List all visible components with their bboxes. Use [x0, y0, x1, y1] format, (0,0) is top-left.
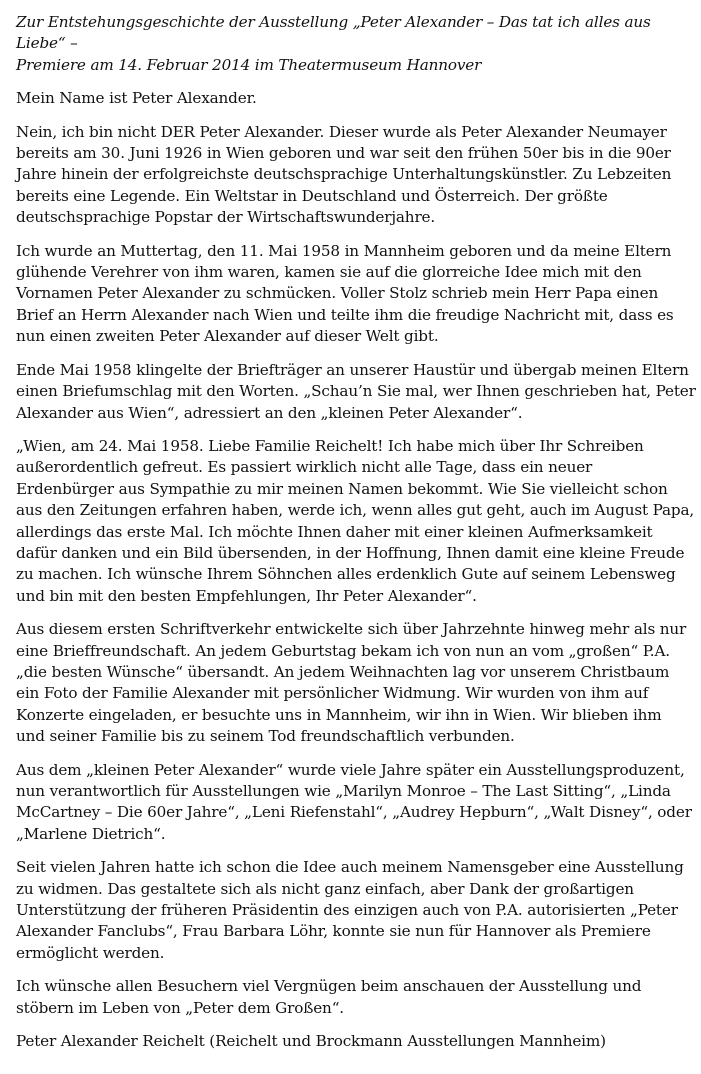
paragraph-line: nun verantwortlich für Ausstellungen wie „Marilyn Monroe – The Last Sitting“, „Linda [16, 782, 671, 800]
paragraph-line: McCartney – Die 60er Jahre“, „Leni Riefenstahl“, „Audrey Hepburn“, „Walt Disney“, oder [16, 803, 692, 822]
paragraph [16, 122, 696, 229]
paragraph-line: Nein, ich bin nicht DER Peter Alexander. Dieser wurde als Peter Alexander Neumayer [16, 122, 667, 141]
paragraph [16, 857, 696, 964]
paragraph-line: glühende Verehrer von ihm waren, kamen sie auf die glorreiche Idee mich mit den [16, 263, 642, 282]
paragraph-line: stöbern im Leben von „Peter dem Großen“. [16, 998, 344, 1017]
paragraph-line: Alexander aus Wien“, adressiert an den „kleinen Peter Alexander“. [16, 403, 523, 422]
paragraph-line: und seiner Familie bis zu seinem Tod freundschaftlich verbunden. [16, 727, 515, 746]
paragraph [16, 976, 696, 1019]
paragraph [16, 241, 696, 348]
paragraph-line: ermöglicht werden. [16, 943, 165, 962]
paragraph-line: Brief an Herrn Alexander nach Wien und teilte ihm die freudige Nachricht mit, dass es [16, 305, 674, 324]
paragraph-line: Alexander Fanclubs“, Frau Barbara Löhr, konnte sie nun für Hannover als Premiere [16, 922, 651, 941]
paragraph-line: bereits eine Legende. Ein Weltstar in Deutschland und Österreich. Der größte [16, 186, 608, 205]
paragraph-line: Unterstützung der früheren Präsidentin des einzigen auch von P.A. autorisierten „Peter [16, 901, 678, 920]
document-body [16, 88, 696, 1052]
paragraph-line: deutschsprachige Popstar der Wirtschaftswunderjahre. [16, 208, 436, 227]
paragraph [16, 1031, 696, 1052]
paragraph-line: Erdenbürger aus Sympathie zu mir meinen Namen bekommt. Wie Sie vielleicht schon [16, 479, 668, 498]
paragraph-line: aus den Zeitungen erfahren haben, werde ich, wenn alles gut geht, auch im August Papa, [16, 501, 695, 520]
paragraph-line: nun einen zweiten Peter Alexander auf dieser Welt gibt. [16, 327, 439, 346]
paragraph-line: eine Brieffreundschaft. An jedem Geburtstag bekam ich von nun an vom „großen“ P.A. [16, 641, 670, 660]
paragraph-line: „die besten Wünsche“ übersandt. An jedem Weihnachten lag vor unserem Christbaum [16, 662, 670, 681]
paragraph-line: einen Briefumschlag mit den Worten. „Schau’n Sie mal, wer Ihnen geschrieben hat, Peter [16, 382, 696, 401]
paragraph-line: zu widmen. Das gestaltete sich als nicht ganz einfach, aber Dank der großartigen [16, 879, 634, 898]
paragraph-line: „Wien, am 24. Mai 1958. Liebe Familie Reichelt! Ich habe mich über Ihr Schreiben [16, 436, 644, 455]
paragraph-line: Mein Name ist Peter Alexander. [16, 89, 257, 108]
paragraph [16, 619, 696, 747]
paragraph-line: Konzerte eingeladen, er besuchte uns in Mannheim, wir ihn in Wien. Wir blieben ihm [16, 705, 662, 724]
paragraph-line: Jahre hinein der erfolgreichste deutschsprachige Unterhaltungskünstler. Zu Lebzeiten [16, 165, 672, 184]
document-heading [16, 12, 696, 76]
paragraph-line: dafür danken und ein Bild übersenden, in der Hoffnung, Ihnen damit eine kleine Freude [16, 543, 685, 562]
paragraph [16, 360, 696, 424]
paragraph-line: Ich wünsche allen Besuchern viel Vergnügen beim anschauen der Ausstellung und [16, 977, 642, 996]
paragraph [16, 760, 696, 846]
paragraph-line: „Marlene Dietrich“. [16, 824, 166, 843]
heading-line: Zur Entstehungsgeschichte der Ausstellung „Peter Alexander – Das tat ich alles aus Liebe“ – [16, 13, 651, 53]
paragraph-line: bereits am 30. Juni 1926 in Wien geboren und war seit den frühen 50er bis in die 90er [16, 144, 671, 163]
paragraph [16, 88, 696, 109]
paragraph-line: ein Foto der Familie Alexander mit persönlicher Widmung. Wir wurden von ihm auf [16, 684, 649, 703]
paragraph-line: Ende Mai 1958 klingelte der Briefträger an unserer Haustür und übergab meinen Eltern [16, 360, 689, 379]
paragraph-line: Seit vielen Jahren hatte ich schon die Idee auch meinem Namensgeber eine Ausstellung [16, 858, 684, 877]
paragraph-line: Peter Alexander Reichelt (Reichelt und Brockmann Ausstellungen Mannheim) [16, 1032, 606, 1051]
paragraph-line: allerdings das erste Mal. Ich möchte Ihnen daher mit einer kleinen Aufmerksamkeit [16, 522, 653, 541]
paragraph-line: Vornamen Peter Alexander zu schmücken. Voller Stolz schrieb mein Herr Papa einen [16, 284, 659, 303]
paragraph-line: außerordentlich gefreut. Es passiert wirklich nicht alle Tage, dass ein neuer [16, 458, 593, 477]
paragraph [16, 436, 696, 607]
heading-line: Premiere am 14. Februar 2014 im Theatermuseum Hannover [16, 55, 482, 74]
paragraph-line: und bin mit den besten Empfehlungen, Ihr Peter Alexander“. [16, 586, 477, 605]
paragraph-line: Ich wurde an Muttertag, den 11. Mai 1958 in Mannheim geboren und da meine Eltern [16, 241, 672, 260]
document-page [16, 12, 696, 1064]
paragraph-line: zu machen. Ich wünsche Ihrem Söhnchen alles erdenklich Gute auf seinem Lebensweg [16, 565, 676, 584]
paragraph-line: Aus dem „kleinen Peter Alexander“ wurde viele Jahre später ein Ausstellungsproduzent, [16, 760, 685, 779]
paragraph-line: Aus diesem ersten Schriftverkehr entwickelte sich über Jahrzehnte hinweg mehr als nur [16, 620, 687, 639]
